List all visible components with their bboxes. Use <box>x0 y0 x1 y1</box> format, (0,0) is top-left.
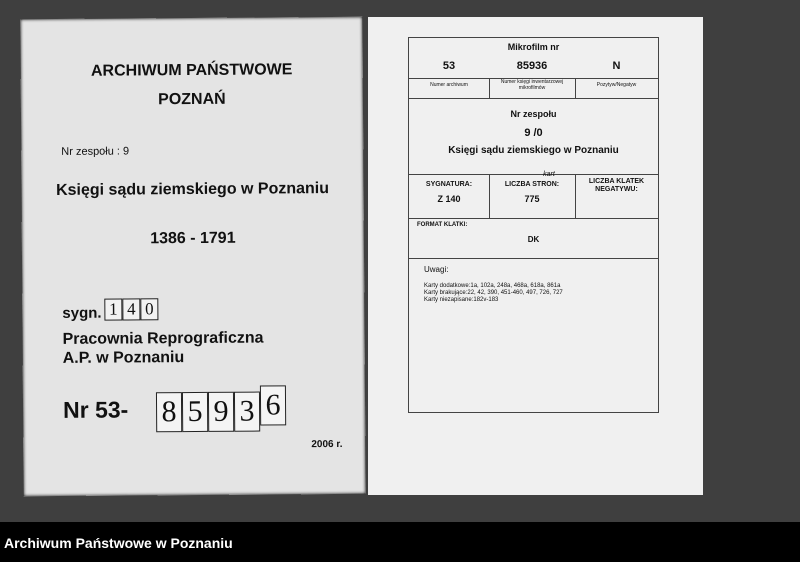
handwritten-correction: kart <box>543 171 555 178</box>
microfilm-form-card <box>368 17 703 495</box>
fonds-value: 9 /0 <box>524 127 543 139</box>
divider <box>409 258 658 259</box>
microfilm-digit: 9 <box>208 392 234 432</box>
fonds-name: Księgi sądu ziemskiego w Poznaniu <box>448 145 619 156</box>
divider <box>575 78 576 98</box>
title-card <box>20 17 365 496</box>
note-line: Karty niezapisane:182v-183 <box>424 297 499 303</box>
frame-count-label: LICZBA KLATEK <box>588 178 645 185</box>
note-line: Karty dodatkowe:1a, 102a, 248a, 468a, 618a, 861a <box>424 283 561 289</box>
microfilm-label: Mikrofilm nr <box>507 42 560 52</box>
signature-field-label: SYGNATURA: <box>425 181 473 188</box>
notes-label: Uwagi: <box>424 265 449 274</box>
divider <box>409 98 658 99</box>
caption-text: Archiwum Państwowe w Poznaniu <box>4 535 233 551</box>
caption-bar <box>0 522 800 562</box>
microfilm-number: 85936 <box>516 60 548 72</box>
note-line: Karty brakujące:22, 42, 390, 451-460, 497, 726, 727 <box>424 290 563 296</box>
microfilm-digit: 6 <box>260 385 286 425</box>
signature-field-value: Z 140 <box>437 194 461 204</box>
divider <box>409 218 658 219</box>
frame-format-value: DK <box>527 235 540 244</box>
film-type: N <box>612 60 621 72</box>
frame-format-label: FORMAT KLATKI: <box>417 222 468 228</box>
book-number-caption: Numer księgi inwentarzowej mikrofilmów <box>500 79 564 91</box>
workshop-name: Pracownia Reprograficzna <box>62 329 264 348</box>
microfilm-digit: 3 <box>234 392 260 432</box>
signature-label: sygn. <box>62 304 102 322</box>
year: 2006 r. <box>311 438 343 451</box>
microfilm-form <box>408 37 659 413</box>
pos-neg-caption: Pozytyw/Negatyw <box>596 82 637 88</box>
page-count-value: 775 <box>524 194 540 204</box>
fonds-number: Nr zespołu : 9 <box>61 145 130 158</box>
archive-city: POZNAŃ <box>158 90 226 109</box>
workshop-location: A.P. w Poznaniu <box>62 349 185 367</box>
signature-digit: 1 <box>104 298 122 320</box>
archive-number: 53 <box>442 60 456 72</box>
date-range: 1386 - 1791 <box>150 229 236 248</box>
microfilm-digit: 5 <box>182 392 208 432</box>
signature-digit: 4 <box>122 298 140 320</box>
microfilm-number-label: Nr 53- <box>62 396 129 423</box>
page-count-label: LICZBA STRON: <box>504 181 560 188</box>
fonds-label: Nr zespołu <box>510 109 557 119</box>
archive-name: ARCHIWUM PAŃSTWOWE <box>90 61 293 80</box>
signature-digit: 0 <box>140 298 158 320</box>
frame-count-label-2: NEGATYWU: <box>595 186 638 193</box>
microfilm-digit: 8 <box>156 392 182 432</box>
archive-number-caption: Numer archiwum <box>430 82 468 88</box>
collection-title: Księgi sądu ziemskiego w Poznaniu <box>55 180 330 199</box>
